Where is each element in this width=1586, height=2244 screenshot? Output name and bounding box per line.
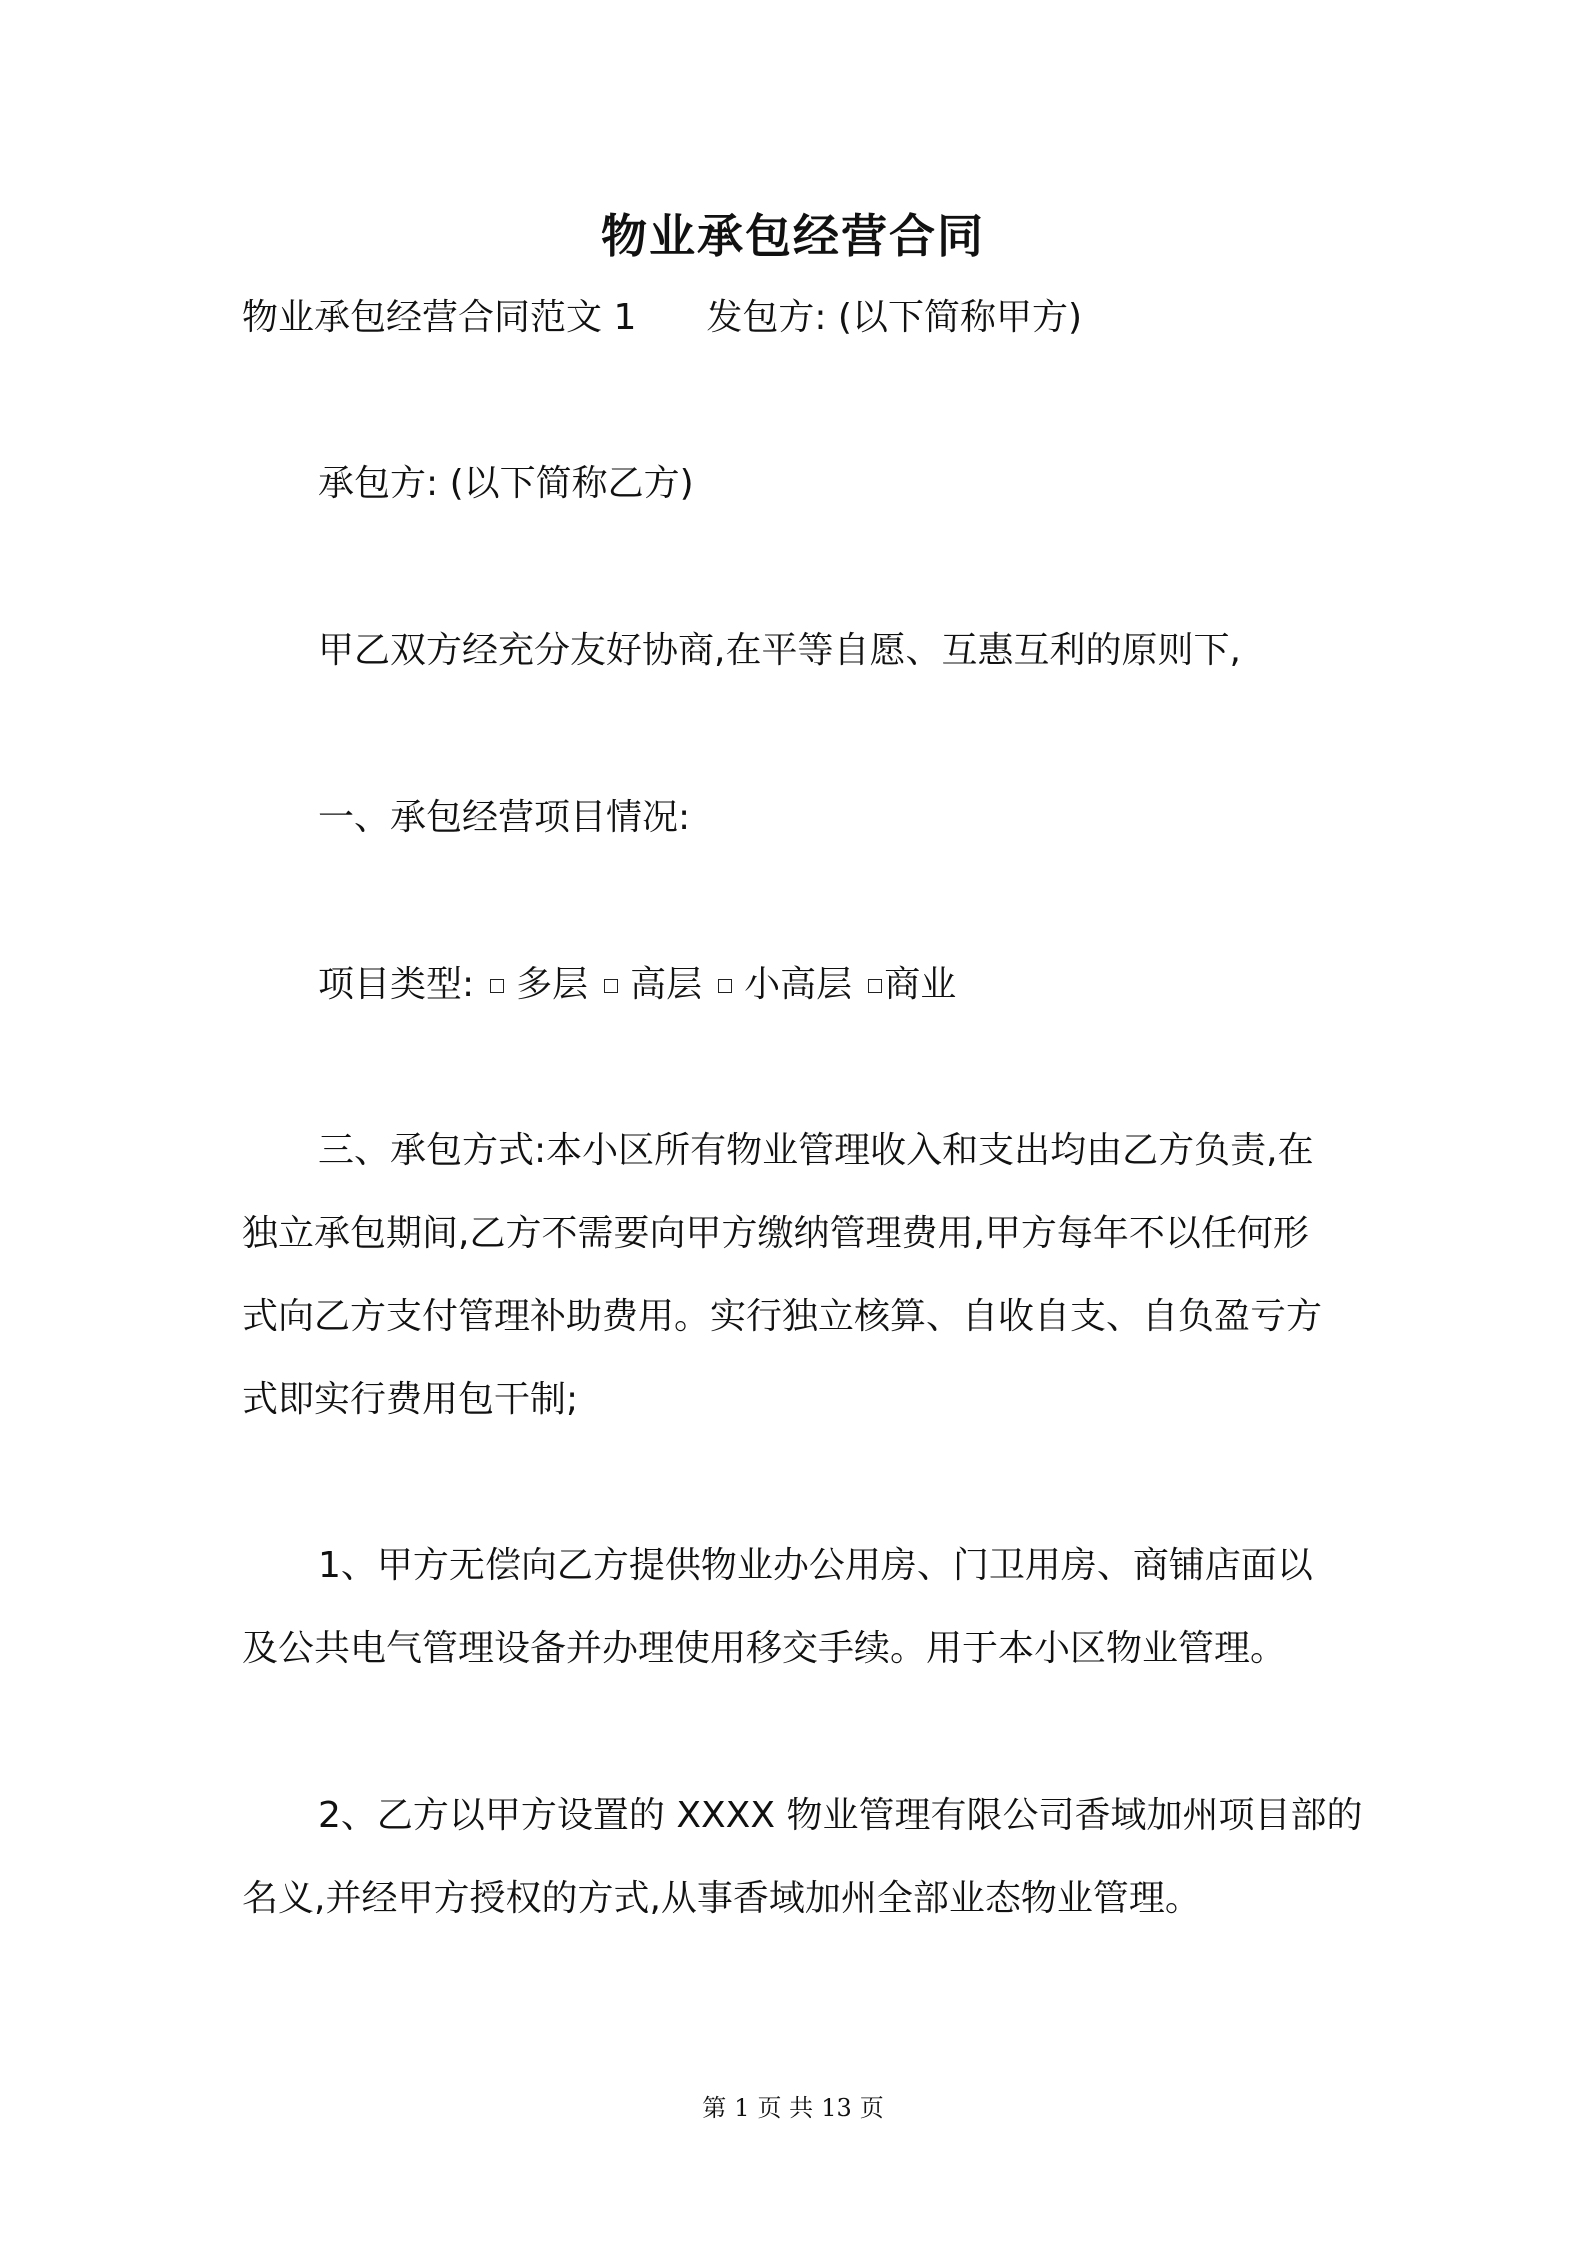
page-suffix: 页 (859, 2094, 884, 2122)
option-high-rise: 高层 (630, 964, 703, 1005)
project-type-label: 项目类型: (318, 964, 475, 1005)
section3-line-3: 式向乙方支付管理补助费用。实行独立核算、自收自支、自负盈亏方 (242, 1296, 1323, 1337)
section-heading-1: 一、承包经营项目情况: (318, 797, 691, 838)
page-title: 物业承包经营合同 (601, 209, 985, 263)
total-pages: 13 (821, 2094, 852, 2122)
checkbox-high-rise[interactable] (604, 979, 618, 993)
section3-line-1: 三、承包方式:本小区所有物业管理收入和支出均由乙方负责,在 (318, 1130, 1314, 1171)
item1-line-2: 及公共电气管理设备并办理使用移交手续。用于本小区物业管理。 (242, 1628, 1287, 1669)
intro-paragraph: 甲乙双方经充分友好协商,在平等自愿、互惠互利的原则下, (318, 630, 1241, 671)
checkbox-small-high-rise[interactable] (718, 979, 732, 993)
contractor-line: 承包方: (以下简称乙方) (318, 463, 694, 504)
option-small-high-rise: 小高层 (744, 964, 853, 1005)
page-number: 1 (734, 2094, 750, 2122)
section3-line-2: 独立承包期间,乙方不需要向甲方缴纳管理费用,甲方每年不以任何形 (242, 1213, 1309, 1254)
item2-line-2: 名义,并经甲方授权的方式,从事香域加州全部业态物业管理。 (242, 1878, 1201, 1919)
project-type-line (318, 963, 956, 1007)
page-mid: 页 共 (757, 2094, 814, 2122)
item2-line-1: 2、乙方以甲方设置的 XXXX 物业管理有限公司香域加州项目部的 (318, 1795, 1363, 1836)
employer-line: 发包方: (以下简称甲方) (706, 297, 1083, 338)
page-prefix: 第 (702, 2094, 727, 2122)
subtitle-line (242, 296, 1082, 340)
option-multi-storey: 多层 (516, 964, 589, 1005)
option-commercial: 商业 (884, 964, 957, 1005)
page-footer (0, 2088, 1586, 2123)
section3-line-4: 式即实行费用包干制; (242, 1379, 579, 1420)
item1-line-1: 1、甲方无偿向乙方提供物业办公用房、门卫用房、商铺店面以 (318, 1545, 1313, 1586)
subtitle: 物业承包经营合同范文 1 (242, 297, 637, 338)
checkbox-commercial[interactable] (868, 979, 882, 993)
checkbox-multi-storey[interactable] (490, 979, 504, 993)
